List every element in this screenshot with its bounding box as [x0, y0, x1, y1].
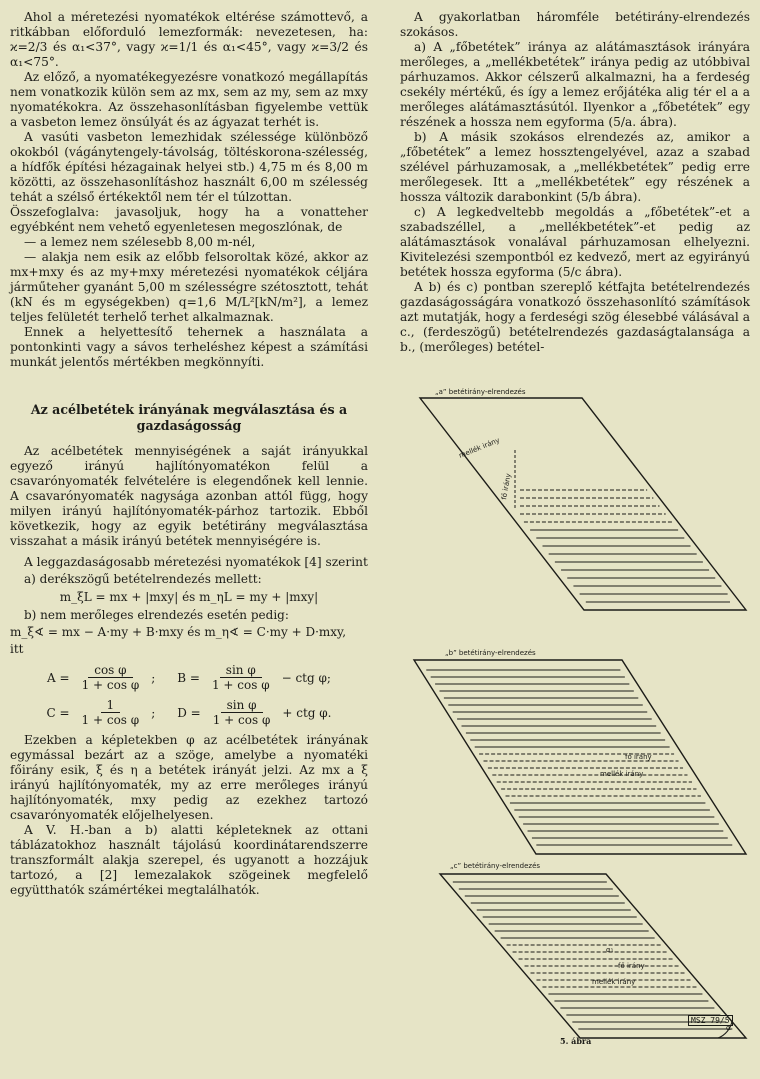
- denominator: 1 + cos φ: [81, 713, 140, 727]
- figure-a-title: „a” betétirány-elrendezés: [435, 388, 526, 396]
- label-alpha: α: [726, 1024, 731, 1032]
- paragraph: c) A legkedveltebb megoldás a „főbetétek”-et a szabadszéllel, a „mellékbetétek”-et pedig az alátámasztások vonalával párhuzamosan elhelyezni. Kivitelezési szempontból ez kedvező, mert az egyirányú betétek hossza egyforma (5/c ábra).: [400, 205, 750, 279]
- formula-lhs: A =: [47, 670, 70, 685]
- paragraph: A b) és c) pontban szereplő kétfajta betételrendezés gazdaságosságára vonatkozó összehasonlító számítások azt mutatják, hogy a ferdeségi szög élesebbé válásával a c., (ferdeszögű) betételrendezés gazdaságtalansága a b., (merőleges) betétel-: [400, 280, 750, 354]
- figure-5: [400, 380, 750, 1050]
- figure-b: [414, 649, 746, 854]
- formula-lhs: C =: [46, 705, 70, 720]
- figure-caption: 5. ábra: [560, 1036, 592, 1046]
- formula-cd: [10, 698, 368, 727]
- label-mellek-irany: mellék irány: [592, 978, 636, 986]
- numerator: cos φ: [88, 663, 132, 678]
- formula-lhs: D =: [177, 705, 201, 720]
- slab-outline: [414, 660, 746, 854]
- figure-b-title: „b” betétirány-elrendezés: [445, 649, 536, 657]
- paragraph: Ezekben a képletekben φ az acélbetétek irányának egymással bezárt az a szöge, amelybe a nyomatéki főirány esik, ξ és η a betétek irányát jelzi. Az mx a ξ irányú hajlítónyomaték, my az erre merőleges irányú hajlítónyomaték, mxy pedig az ezekhez tartozó csavarónyomaték előjelhelyesen.: [10, 733, 368, 822]
- paragraph: A V. H.-ban a b) alatti képleteknek az ottani táblázatokhoz használt tájolású koordinátarendszerre transzformált alakja szerepel, és ugyanott a hozzájuk tartozó, a [2] lemezalakok szögeinek megfelelő együtthatók számértékei megtalálhatók.: [10, 823, 368, 897]
- paragraph: Ennek a helyettesítő tehernek a használata a pontonkinti vagy a sávos terheléshez képest a számítási munkát jelentős mértékben megkönnyíti.: [10, 325, 368, 369]
- rebar-lines: [426, 670, 732, 845]
- section-heading: Az acélbetétek irányának megválasztása és a gazdaságosság: [30, 402, 348, 433]
- paragraph: Összefoglalva: javasoljuk, hogy ha a vonatteher egyébként nem vehető egyenletesen megoszlónak, de: [10, 205, 368, 234]
- numerator: sin φ: [220, 663, 262, 678]
- figure-c: [440, 862, 746, 1038]
- paragraph: A vasúti vasbeton lemezhidak szélessége különböző okokból (vágánytengely-távolság, töltéskorona-szélesség, a hídfők építési hézagainak helyei stb.) 4,75 m és 8,00 m közötti, az összehasonlításhoz használt 6,00 m szélesség tehát a szélső értékektől nem tér el túlzottan.: [10, 130, 368, 204]
- fraction: [76, 663, 146, 692]
- formula-tail: + ctg φ.: [282, 705, 332, 720]
- left-column: [10, 10, 368, 898]
- paragraph: A gyakorlatban háromféle betétirány-elrendezés szokásos.: [400, 10, 750, 39]
- formula-ab: [10, 663, 368, 692]
- list-item: — alakja nem esik az előbb felsoroltak közé, akkor az mx+mxy és az my+mxy méretezési nyomatékok céljára járműteher gyanánt 5,00 m szélességre szétosztott, tehát (kN és m egységekben) q=1,6 M/L²[kN/m²], a lemez teljes felületét terhelő terhet alkalmaznak.: [10, 250, 368, 324]
- itt-label: itt: [10, 642, 24, 656]
- fraction: [76, 698, 146, 727]
- numerator: sin φ: [221, 698, 263, 713]
- list-item: — a lemez nem szélesebb 8,00 m-nél,: [24, 235, 256, 249]
- paragraph: Az acélbetétek mennyiségének a saját irányukkal egyező irányú hajlítónyomatékon felül a csavarónyomaték felvételére is elegendőnek kell lennie. A csavarónyomaték nagysága azonban attól függ, hogy milyen irányú hajlítónyomaték-párhoz tartozik. Ebből következik, hogy az egyik betétirány megválasztása visszahat a másik irányú betétek mennyiségére is.: [10, 444, 368, 548]
- standard-stamp: MSZ 79/5: [688, 1015, 733, 1026]
- denominator: 1 + cos φ: [211, 678, 270, 692]
- label-fo-irany: fő irány: [500, 472, 513, 501]
- figure-c-title: „c” betétirány-elrendezés: [450, 862, 541, 870]
- label-fo-irany: fő irány: [618, 962, 645, 970]
- numerator: 1: [101, 698, 121, 713]
- paragraph: Ahol a méretezési nyomatékok eltérése számottevő, a ritkábban előforduló lemezformák: nevezetesen, ha: ϰ=2/3 és α₁<37°, vagy ϰ=1/1 és α₁<45°, vagy ϰ=3/2 és α₁<75°.: [10, 10, 368, 69]
- slab-outline: [440, 874, 746, 1038]
- denominator: 1 + cos φ: [212, 713, 271, 727]
- denominator: 1 + cos φ: [81, 678, 140, 692]
- fraction: [207, 698, 277, 727]
- separator: ;: [151, 670, 156, 685]
- right-column: [400, 10, 750, 355]
- label-alpha1: α₁: [606, 946, 614, 954]
- rebar-lines: [453, 882, 732, 1029]
- label-fo-irany: fő irány: [625, 753, 652, 761]
- case-a-formula: m_ξL = mx + |mxy| és m_ηL = my + |mxy|: [59, 590, 319, 604]
- case-b-formula: m_ξ∢ = mx − A·my + B·mxy és m_η∢ = C·my + D·mxy,: [10, 625, 347, 639]
- case-a-label: a) derékszögű betételrendezés mellett:: [24, 572, 262, 586]
- paragraph: Az előző, a nyomatékegyezésre vonatkozó megállapítás nem vonatkozik külön sem az mx, sem az my, sem az mxy nyomatékokra. Az összehasonlításban figyelembe vettük a vasbeton lemez önsúlyát és az ágyazat terhét is.: [10, 70, 368, 129]
- rebar-lines: [520, 490, 730, 602]
- paragraph: b) A másik szokásos elrendezés az, amikor a „főbetétek” a lemez hossztengelyével, azaz a szabad szélével párhuzamosak, a „mellékbetétek” pedig erre merőlegesek. Itt a „mellékbetétek” egy részének a hossza változik darabonkint (5/b ábra).: [400, 130, 750, 204]
- formula-tail: − ctg φ;: [281, 670, 331, 685]
- figure-a: [420, 388, 746, 610]
- formula-lhs: B =: [177, 670, 200, 685]
- label-mellek-irany: mellék irány: [600, 770, 644, 778]
- label-mellek-irany: mellék irány: [457, 436, 501, 460]
- separator: ;: [151, 705, 156, 720]
- paragraph: A leggazdaságosabb méretezési nyomatékok [4] szerint: [24, 555, 368, 569]
- fraction: [206, 663, 276, 692]
- paragraph: a) A „főbetétek” iránya az alátámasztások irányára merőleges, a „mellékbetétek” iránya pedig az utóbbival párhuzamos. Akkor célszerű alkalmazni, ha a ferdeség csekély mértékű, és így a lemez erőjátéka alig tér el a a merőleges alátámasztásútól. Ilyenkor a „főbetétek” egy részének a hossza nem egyforma (5/a. ábra).: [400, 40, 750, 129]
- case-b-label: b) nem merőleges elrendezés esetén pedig:: [24, 608, 289, 622]
